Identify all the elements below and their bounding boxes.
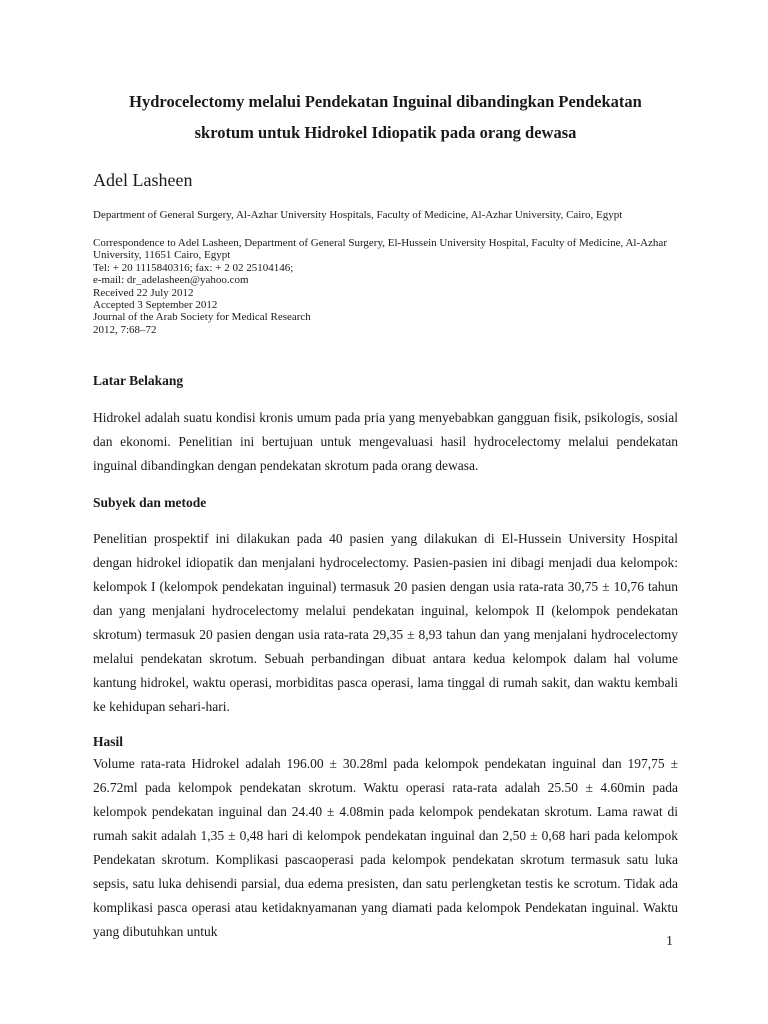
title-line-1: Hydrocelectomy melalui Pendekatan Inguinal dibandingkan Pendekatan <box>129 92 642 111</box>
article-metadata <box>93 237 678 336</box>
page-number: 1 <box>666 934 673 949</box>
article-title <box>93 86 678 148</box>
document-page <box>93 86 678 944</box>
author-affiliation: Department of General Surgery, Al-Azhar University Hospitals, Faculty of Medicine, Al-Azhar University, Cairo, Egypt <box>93 209 623 221</box>
background-paragraph: Hidrokel adalah suatu kondisi kronis umum pada pria yang menyebabkan gangguan fisik, psikologis, sosial dan ekonomi. Penelitian ini bertujuan untuk mengevaluasi hasil hydrocelectomy melalui pendekatan inguinal dibandingkan dengan pendekatan skrotum pada orang dewasa. <box>93 410 678 474</box>
methods-heading: Subyek dan metode <box>93 495 207 511</box>
methods-paragraph: Penelitian prospektif ini dilakukan pada 40 pasien yang dilakukan di El-Hussein University Hospital dengan hidrokel idiopatik dan menjalani hydrocelectomy. Pasien-pasien ini dibagi menjadi dua kelompok: kelompok I (kelompok pendekatan inguinal) termasuk 20 pasien dengan usia rata-rata 30,75 ± 10,76 tahun dan yang menjalani hydrocelectomy melalui pendekatan inguinal, kelompok II (kelompok pendekatan skrotum) termasuk 20 pasien dengan usia rata-rata 29,35 ± 8,93 tahun dan yang menjalani hydrocelectomy melalui pendekatan skrotum. Sebuah perbandingan dibuat antara kedua kelompok dalam hal volume kantung hidrokel, waktu operasi, morbiditas pasca operasi, lama tinggal di rumah sakit, dan waktu kembali ke kehidupan sehari-hari. <box>93 531 678 715</box>
received-date: Received 22 July 2012 <box>93 286 194 299</box>
citation-info: 2012, 7:68–72 <box>93 323 157 336</box>
results-paragraph: Volume rata-rata Hidrokel adalah 196.00 ± 30.28ml pada kelompok pendekatan inguinal dan 197,75 ± 26.72ml pada kelompok pendekatan skrotum. Waktu operasi rata-rata adalah 25.50 ± 4.60min pada kelompok pendekatan inguinal dan 24.40 ± 4.08min pada kelompok pendekatan skrotum. Lama rawat di rumah sakit adalah 1,35 ± 0,48 hari di kelompok pendekatan inguinal dan 2,50 ± 0,68 hari pada kelompok Pendekatan skrotum. Komplikasi pascaoperasi pada kelompok pendekatan skrotum termasuk satu luka sepsis, satu luka dehisendi parsial, dua edema presisten, dan satu perlengketan testis ke scrotum. Tidak ada komplikasi pasca operasi atau ketidaknyamanan yang diamati pada kelompok Pendekatan inguinal. Waktu yang dibutuhkan untuk <box>93 756 678 940</box>
journal-name: Journal of the Arab Society for Medical Research <box>93 311 311 324</box>
email-address: e-mail: dr_adelasheen@yahoo.com <box>93 274 249 287</box>
background-heading: Latar Belakang <box>93 373 184 389</box>
accepted-date: Accepted 3 September 2012 <box>93 299 218 312</box>
author-name: Adel Lasheen <box>93 170 193 190</box>
results-heading: Hasil <box>93 734 124 750</box>
correspondence-address: Correspondence to Adel Lasheen, Department of General Surgery, El-Hussein University Hospital, Faculty of Medicine, Al-Azhar University, 11651 Cairo, Egypt <box>93 237 667 262</box>
telephone-fax: Tel: + 20 1115840316; fax: + 2 02 25104146; <box>93 261 294 274</box>
title-line-2: skrotum untuk Hidrokel Idiopatik pada orang dewasa <box>194 123 577 142</box>
